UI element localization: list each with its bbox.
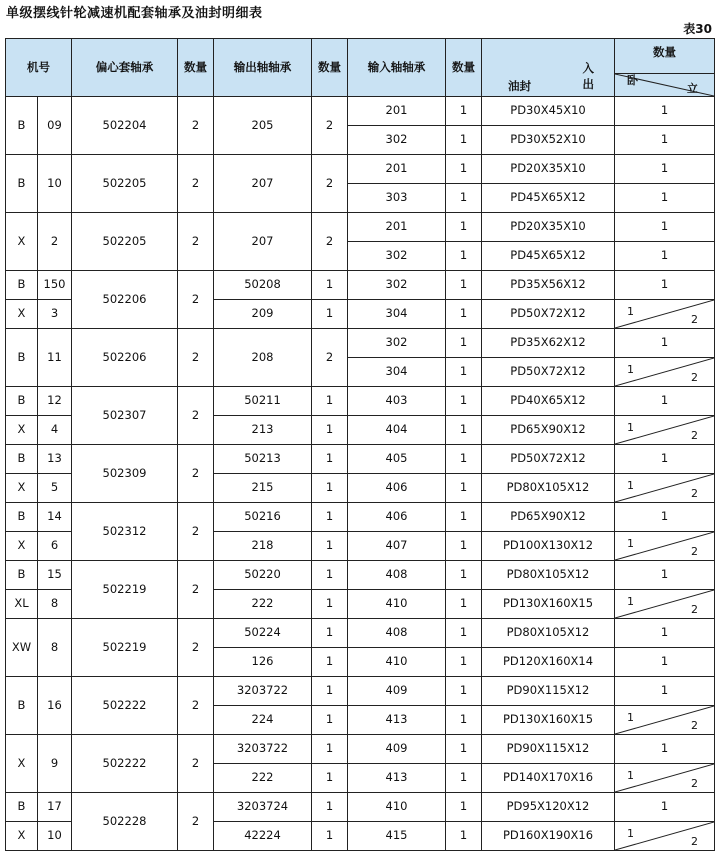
eccentric-bearing-cell: 502228	[72, 793, 178, 851]
model-letter-cell: B	[6, 387, 38, 416]
input-qty-cell: 1	[446, 184, 482, 213]
model-letter-cell: B	[6, 561, 38, 590]
eccentric-qty-cell: 2	[178, 735, 214, 793]
oil-qty-cell: 1	[615, 793, 715, 822]
output-qty-cell: 1	[312, 764, 348, 793]
input-bearing-cell: 304	[348, 358, 446, 387]
oil-qty-cell: 1	[615, 329, 715, 358]
eccentric-bearing-cell: 502307	[72, 387, 178, 445]
oil-qty-cell: 1	[615, 155, 715, 184]
output-bearing-cell: 42224	[214, 822, 312, 851]
output-qty-cell: 1	[312, 561, 348, 590]
input-qty-cell: 1	[446, 648, 482, 677]
oil-qty-split-cell	[615, 590, 715, 619]
oil-seal-cell: PD120X160X14	[482, 648, 615, 677]
header-oil-seal-label: 油封	[508, 79, 531, 93]
model-number-cell: 13	[38, 445, 72, 474]
model-letter-cell: X	[6, 735, 38, 793]
oil-qty-cell: 1	[615, 445, 715, 474]
header-oil-in: 入	[582, 61, 594, 75]
eccentric-bearing-cell: 502206	[72, 271, 178, 329]
eccentric-qty-cell: 2	[178, 97, 214, 155]
model-letter-cell: B	[6, 97, 38, 155]
oil-qty-cell: 1	[615, 184, 715, 213]
output-qty-cell: 1	[312, 474, 348, 503]
input-qty-cell: 1	[446, 474, 482, 503]
eccentric-qty-cell: 2	[178, 213, 214, 271]
model-number-cell: 4	[38, 416, 72, 445]
oil-qty-vertical: 2	[691, 719, 698, 732]
eccentric-qty-cell: 2	[178, 793, 214, 851]
oil-qty-vertical: 2	[691, 545, 698, 558]
output-bearing-cell: 50213	[214, 445, 312, 474]
eccentric-bearing-cell: 502205	[72, 155, 178, 213]
output-qty-cell: 1	[312, 793, 348, 822]
output-qty-cell: 1	[312, 590, 348, 619]
oil-seal-cell: PD90X115X12	[482, 735, 615, 764]
header-qty-oil-label: 数量	[653, 45, 676, 59]
model-letter-cell: B	[6, 503, 38, 532]
model-letter-cell: XL	[6, 590, 38, 619]
output-bearing-cell: 207	[214, 213, 312, 271]
input-bearing-cell: 415	[348, 822, 446, 851]
model-letter-cell: X	[6, 416, 38, 445]
oil-qty-cell: 1	[615, 213, 715, 242]
input-qty-cell: 1	[446, 242, 482, 271]
model-number-cell: 15	[38, 561, 72, 590]
oil-seal-cell: PD90X115X12	[482, 677, 615, 706]
input-bearing-cell: 410	[348, 793, 446, 822]
oil-seal-cell: PD35X56X12	[482, 271, 615, 300]
output-bearing-cell: 222	[214, 590, 312, 619]
output-bearing-cell: 50216	[214, 503, 312, 532]
output-qty-cell: 1	[312, 271, 348, 300]
model-letter-cell: B	[6, 677, 38, 735]
model-number-cell: 11	[38, 329, 72, 387]
oil-qty-horizontal: 1	[627, 305, 634, 318]
input-bearing-cell: 408	[348, 619, 446, 648]
output-bearing-cell: 208	[214, 329, 312, 387]
table-number: 表30	[683, 22, 712, 36]
output-bearing-cell: 50224	[214, 619, 312, 648]
input-qty-cell: 1	[446, 155, 482, 184]
output-bearing-cell: 222	[214, 764, 312, 793]
table-row	[6, 619, 715, 648]
oil-seal-cell: PD45X65X12	[482, 184, 615, 213]
eccentric-bearing-cell: 502219	[72, 561, 178, 619]
input-bearing-cell: 413	[348, 764, 446, 793]
oil-qty-cell: 1	[615, 561, 715, 590]
input-bearing-cell: 201	[348, 97, 446, 126]
input-qty-cell: 1	[446, 706, 482, 735]
oil-qty-split-cell	[615, 532, 715, 561]
oil-seal-cell: PD100X130X12	[482, 532, 615, 561]
oil-qty-cell: 1	[615, 735, 715, 764]
oil-seal-cell: PD30X45X10	[482, 97, 615, 126]
model-number-cell: 16	[38, 677, 72, 735]
output-qty-cell: 1	[312, 387, 348, 416]
oil-qty-split-cell	[615, 822, 715, 851]
header-oil-seal	[482, 39, 615, 97]
table-row	[6, 387, 715, 416]
eccentric-bearing-cell: 502222	[72, 735, 178, 793]
eccentric-qty-cell: 2	[178, 561, 214, 619]
output-qty-cell: 2	[312, 97, 348, 155]
oil-seal-cell: PD80X105X12	[482, 474, 615, 503]
header-qty-oil-split	[615, 74, 715, 97]
eccentric-qty-cell: 2	[178, 387, 214, 445]
eccentric-qty-cell: 2	[178, 155, 214, 213]
input-qty-cell: 1	[446, 126, 482, 155]
header-qty-output: 数量	[312, 39, 348, 97]
input-qty-cell: 1	[446, 619, 482, 648]
output-bearing-cell: 205	[214, 97, 312, 155]
input-bearing-cell: 405	[348, 445, 446, 474]
input-bearing-cell: 410	[348, 590, 446, 619]
output-qty-cell: 1	[312, 503, 348, 532]
input-bearing-cell: 302	[348, 242, 446, 271]
oil-qty-vertical: 2	[691, 777, 698, 790]
input-bearing-cell: 408	[348, 561, 446, 590]
output-qty-cell: 1	[312, 735, 348, 764]
input-qty-cell: 1	[446, 822, 482, 851]
input-bearing-cell: 409	[348, 677, 446, 706]
model-letter-cell: X	[6, 213, 38, 271]
oil-qty-horizontal: 1	[627, 537, 634, 550]
input-qty-cell: 1	[446, 590, 482, 619]
model-number-cell: 10	[38, 822, 72, 851]
oil-qty-horizontal: 1	[627, 769, 634, 782]
oil-qty-cell: 1	[615, 271, 715, 300]
oil-qty-horizontal: 1	[627, 827, 634, 840]
oil-qty-horizontal: 1	[627, 711, 634, 724]
oil-qty-horizontal: 1	[627, 595, 634, 608]
oil-seal-cell: PD50X72X12	[482, 445, 615, 474]
output-bearing-cell: 224	[214, 706, 312, 735]
oil-seal-cell: PD35X62X12	[482, 329, 615, 358]
output-qty-cell: 1	[312, 706, 348, 735]
oil-seal-cell: PD160X190X16	[482, 822, 615, 851]
table-body	[6, 97, 715, 851]
input-bearing-cell: 304	[348, 300, 446, 329]
output-qty-cell: 1	[312, 445, 348, 474]
table-row	[6, 677, 715, 706]
input-qty-cell: 1	[446, 532, 482, 561]
input-bearing-cell: 406	[348, 474, 446, 503]
model-number-cell: 5	[38, 474, 72, 503]
output-qty-cell: 1	[312, 416, 348, 445]
output-bearing-cell: 3203722	[214, 735, 312, 764]
model-number-cell: 09	[38, 97, 72, 155]
output-qty-cell: 1	[312, 300, 348, 329]
input-bearing-cell: 302	[348, 271, 446, 300]
table-row	[6, 155, 715, 184]
header-output-bearing: 输出轴轴承	[214, 39, 312, 97]
input-qty-cell: 1	[446, 97, 482, 126]
eccentric-qty-cell: 2	[178, 271, 214, 329]
model-letter-cell: X	[6, 474, 38, 503]
oil-seal-cell: PD140X170X16	[482, 764, 615, 793]
model-number-cell: 150	[38, 271, 72, 300]
input-bearing-cell: 407	[348, 532, 446, 561]
oil-qty-split-cell	[615, 764, 715, 793]
model-number-cell: 17	[38, 793, 72, 822]
input-bearing-cell: 409	[348, 735, 446, 764]
oil-seal-cell: PD30X52X10	[482, 126, 615, 155]
input-bearing-cell: 303	[348, 184, 446, 213]
output-bearing-cell: 213	[214, 416, 312, 445]
oil-qty-cell: 1	[615, 97, 715, 126]
bearing-seal-table	[5, 38, 715, 851]
oil-qty-split-cell	[615, 474, 715, 503]
oil-qty-cell: 1	[615, 619, 715, 648]
oil-qty-horizontal: 1	[627, 479, 634, 492]
input-bearing-cell: 302	[348, 329, 446, 358]
output-bearing-cell: 50208	[214, 271, 312, 300]
header-model: 机号	[6, 39, 72, 97]
oil-seal-cell: PD65X90X12	[482, 416, 615, 445]
model-letter-cell: B	[6, 155, 38, 213]
model-number-cell: 3	[38, 300, 72, 329]
input-qty-cell: 1	[446, 561, 482, 590]
output-qty-cell: 2	[312, 213, 348, 271]
table-row	[6, 793, 715, 822]
model-letter-cell: B	[6, 271, 38, 300]
output-qty-cell: 1	[312, 619, 348, 648]
output-bearing-cell: 126	[214, 648, 312, 677]
output-qty-cell: 1	[312, 677, 348, 706]
oil-qty-horizontal: 1	[627, 421, 634, 434]
input-bearing-cell: 302	[348, 126, 446, 155]
model-letter-cell: X	[6, 532, 38, 561]
oil-seal-cell: PD20X35X10	[482, 213, 615, 242]
header-qty-input: 数量	[446, 39, 482, 97]
input-qty-cell: 1	[446, 677, 482, 706]
table-row	[6, 735, 715, 764]
output-bearing-cell: 207	[214, 155, 312, 213]
input-qty-cell: 1	[446, 445, 482, 474]
input-qty-cell: 1	[446, 358, 482, 387]
oil-qty-horizontal: 1	[627, 363, 634, 376]
oil-qty-cell: 1	[615, 677, 715, 706]
input-qty-cell: 1	[446, 735, 482, 764]
model-letter-cell: B	[6, 445, 38, 474]
input-bearing-cell: 413	[348, 706, 446, 735]
oil-qty-split-cell	[615, 300, 715, 329]
oil-seal-cell: PD45X65X12	[482, 242, 615, 271]
eccentric-bearing-cell: 502222	[72, 677, 178, 735]
input-qty-cell: 1	[446, 271, 482, 300]
table-title: 单级摆线针轮减速机配套轴承及油封明细表	[6, 6, 263, 21]
model-number-cell: 2	[38, 213, 72, 271]
oil-qty-vertical: 2	[691, 487, 698, 500]
eccentric-qty-cell: 2	[178, 445, 214, 503]
model-letter-cell: XW	[6, 619, 38, 677]
output-bearing-cell: 3203722	[214, 677, 312, 706]
oil-qty-vertical: 2	[691, 371, 698, 384]
header-qty-vertical: 立	[687, 82, 698, 95]
eccentric-bearing-cell: 502204	[72, 97, 178, 155]
table-row	[6, 329, 715, 358]
oil-qty-cell: 1	[615, 648, 715, 677]
oil-seal-cell: PD95X120X12	[482, 793, 615, 822]
oil-qty-vertical: 2	[691, 603, 698, 616]
input-qty-cell: 1	[446, 387, 482, 416]
header-qty-horizontal: 卧	[627, 74, 638, 87]
oil-seal-cell: PD80X105X12	[482, 619, 615, 648]
oil-seal-cell: PD130X160X15	[482, 590, 615, 619]
input-bearing-cell: 403	[348, 387, 446, 416]
oil-qty-split-cell	[615, 416, 715, 445]
oil-seal-cell: PD40X65X12	[482, 387, 615, 416]
output-qty-cell: 1	[312, 532, 348, 561]
eccentric-bearing-cell: 502312	[72, 503, 178, 561]
header-qty-oil	[615, 39, 715, 74]
eccentric-qty-cell: 2	[178, 329, 214, 387]
table-row	[6, 503, 715, 532]
header-qty-eccentric: 数量	[178, 39, 214, 97]
model-number-cell: 9	[38, 735, 72, 793]
input-qty-cell: 1	[446, 213, 482, 242]
input-qty-cell: 1	[446, 503, 482, 532]
input-qty-cell: 1	[446, 764, 482, 793]
oil-qty-vertical: 2	[691, 429, 698, 442]
header-oil-out: 出	[582, 77, 594, 91]
input-bearing-cell: 201	[348, 155, 446, 184]
model-number-cell: 12	[38, 387, 72, 416]
eccentric-qty-cell: 2	[178, 503, 214, 561]
oil-qty-cell: 1	[615, 242, 715, 271]
input-bearing-cell: 410	[348, 648, 446, 677]
output-bearing-cell: 215	[214, 474, 312, 503]
oil-qty-cell: 1	[615, 126, 715, 155]
output-bearing-cell: 50211	[214, 387, 312, 416]
oil-qty-vertical: 2	[691, 313, 698, 326]
output-bearing-cell: 218	[214, 532, 312, 561]
oil-qty-cell: 1	[615, 503, 715, 532]
input-qty-cell: 1	[446, 300, 482, 329]
oil-seal-cell: PD50X72X12	[482, 300, 615, 329]
oil-qty-split-cell	[615, 358, 715, 387]
oil-qty-split-cell	[615, 706, 715, 735]
output-bearing-cell: 50220	[214, 561, 312, 590]
input-bearing-cell: 404	[348, 416, 446, 445]
output-bearing-cell: 209	[214, 300, 312, 329]
model-letter-cell: X	[6, 822, 38, 851]
header-eccentric-bearing: 偏心套轴承	[72, 39, 178, 97]
table-row	[6, 445, 715, 474]
model-number-cell: 8	[38, 619, 72, 677]
input-qty-cell: 1	[446, 329, 482, 358]
eccentric-qty-cell: 2	[178, 677, 214, 735]
input-qty-cell: 1	[446, 416, 482, 445]
input-bearing-cell: 201	[348, 213, 446, 242]
model-number-cell: 8	[38, 590, 72, 619]
model-letter-cell: B	[6, 793, 38, 822]
eccentric-qty-cell: 2	[178, 619, 214, 677]
output-qty-cell: 2	[312, 155, 348, 213]
table-row	[6, 271, 715, 300]
table-row	[6, 97, 715, 126]
eccentric-bearing-cell: 502219	[72, 619, 178, 677]
oil-qty-cell: 1	[615, 387, 715, 416]
table-row	[6, 561, 715, 590]
oil-seal-cell: PD130X160X15	[482, 706, 615, 735]
model-letter-cell: B	[6, 329, 38, 387]
eccentric-bearing-cell: 502205	[72, 213, 178, 271]
oil-seal-cell: PD20X35X10	[482, 155, 615, 184]
input-bearing-cell: 406	[348, 503, 446, 532]
output-qty-cell: 1	[312, 648, 348, 677]
eccentric-bearing-cell: 502206	[72, 329, 178, 387]
table-row	[6, 213, 715, 242]
input-qty-cell: 1	[446, 793, 482, 822]
oil-seal-cell: PD50X72X12	[482, 358, 615, 387]
oil-seal-cell: PD65X90X12	[482, 503, 615, 532]
model-letter-cell: X	[6, 300, 38, 329]
output-qty-cell: 2	[312, 329, 348, 387]
oil-seal-cell: PD80X105X12	[482, 561, 615, 590]
model-number-cell: 10	[38, 155, 72, 213]
eccentric-bearing-cell: 502309	[72, 445, 178, 503]
model-number-cell: 14	[38, 503, 72, 532]
output-qty-cell: 1	[312, 822, 348, 851]
header-input-bearing: 输入轴轴承	[348, 39, 446, 97]
output-bearing-cell: 3203724	[214, 793, 312, 822]
oil-qty-vertical: 2	[691, 835, 698, 848]
model-number-cell: 6	[38, 532, 72, 561]
